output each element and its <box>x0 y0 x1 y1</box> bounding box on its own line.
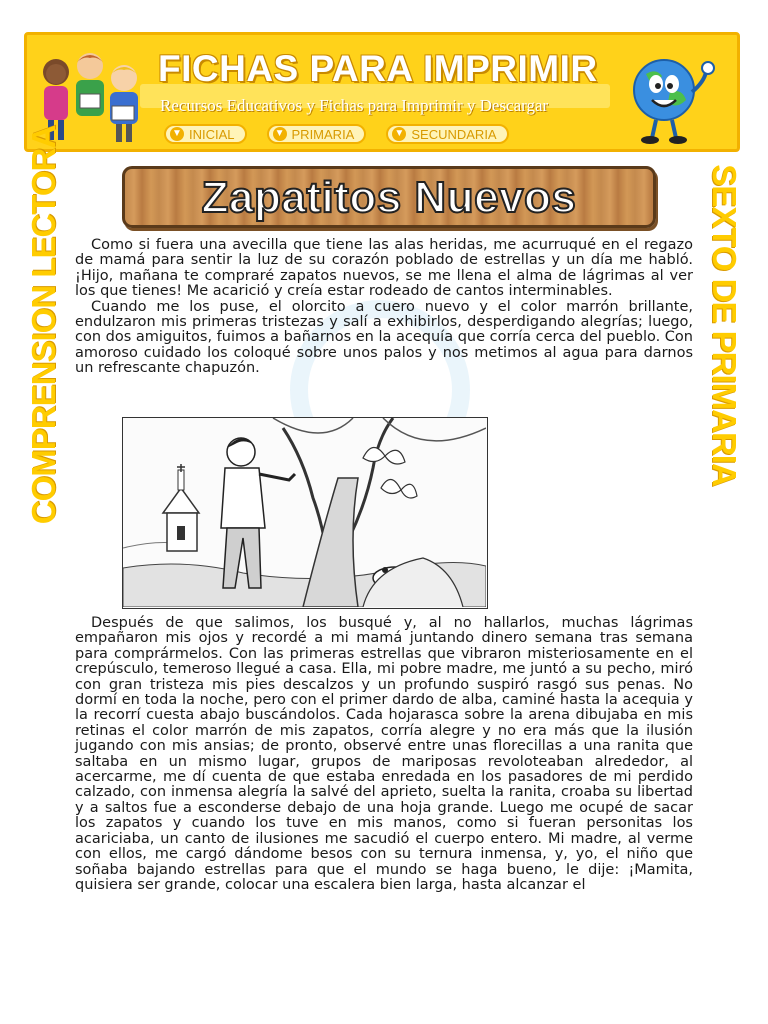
side-label-right <box>694 160 754 490</box>
nav-primaria[interactable] <box>267 124 367 144</box>
paragraph-1: Como si fuera una avecilla que tiene las alas heridas, me acurruqué en el regazo de mamá para sentir la luz de su corazón poblado de estrellas y un día me habló. ¡Hijo, mañana te compraré zapatos nuevos, se me llena el alma de lágrimas al ver los que tienes! Me acarició y creía estar rodeado de cantos interminables. <box>75 237 693 300</box>
side-label-left-text: COMPRENSION LECTORA <box>25 125 62 525</box>
nav-label: SECUNDARIA <box>411 126 497 142</box>
nav-label: INICIAL <box>189 126 235 142</box>
nav-bar <box>164 124 509 144</box>
paragraph-3: Después de que salimos, los busqué y, al no hallarlos, muchas lágrimas empañaron mis ojos y recordé a mi mamá juntando dinero semana tras semana para comprármelos. Con las primeras estrellas que vibraron misteriosamente en el crepúsculo, temeroso llegué a casa. Ella, mi pobre madre, me juntó a su pecho, miró con gran tristeza mis pies descalzos y un profundo suspiró rasgó sus penas. No dormí en toda la noche, pero con el primer dardo de alba, caminé hasta la acequia y la recorrí cuesta abajo buscándolos. Cada hojarasca sobre la arena dibujaba en mis retinas el color marrón de mis zapatos, corría alegre y no era más que la ilusión jugando con mis ansias; de pronto, observé entre unas florecillas a una ranita que saltaba en un mismo lugar, grupos de mariposas revoloteaban alrededor, al acercarme, me dí cuenta de que estaba enredada en los pasadores de mi perdido calzado, con inmensa alegría la salvé del aprieto, suelta la ranita, croaba su libertad y a saltos fue a esconderse debajo de una hoja grande. Luego me ocupé de sacar los zapatos y cuando los tuve en mis manos, como si fueran personitas los acariciaba, un canto de ilusiones me sacudió el cuerpo entero. Mi madre, al verme con ellos, me cargó dándome besos con su ternura inmensa, y, yo, el niño que soñaba bajando estrellas para que el mundo se haga bueno, le dije: ¡Mamita, quisiera ser grande, colocar una escalera bien larga, hasta alcanzar el <box>75 615 693 893</box>
smiling-globe-mascot-icon <box>616 52 726 148</box>
arrow-down-icon: ▼ <box>392 127 406 141</box>
side-label-right-text: SEXTO DE PRIMARIA <box>706 164 743 486</box>
arrow-down-icon: ▼ <box>170 127 184 141</box>
arrow-down-icon: ▼ <box>273 127 287 141</box>
title-board <box>122 166 656 228</box>
story-illustration <box>122 417 488 609</box>
nav-inicial[interactable] <box>164 124 247 144</box>
paragraph-2: Cuando me los puse, el olorcito a cuero nuevo y el color marrón brillante, endulzaron mis primeras tristezas y salí a exhibirlos, desperdigando alegrías; luego, con dos amiguitos, fuimos a bañarnos en la acequía que corría cerca del pueblo. Con amoroso cuidado los coloqué sobre unos palos y nos metimos al agua para darnos un refrescante chapuzón. <box>75 298 693 377</box>
side-label-left <box>14 125 74 525</box>
story-text-top <box>75 238 693 377</box>
site-title: FICHAS PARA IMPRIMIR <box>158 48 598 89</box>
story-text-bottom <box>75 616 693 893</box>
story-title: Zapatitos Nuevos <box>201 173 577 222</box>
nav-label: PRIMARIA <box>291 126 355 142</box>
boy-with-butterflies-drawing <box>123 418 486 607</box>
site-subtitle: Recursos Educativos y Fichas para Imprimir y Descargar <box>160 96 549 115</box>
nav-secundaria[interactable] <box>386 124 508 144</box>
